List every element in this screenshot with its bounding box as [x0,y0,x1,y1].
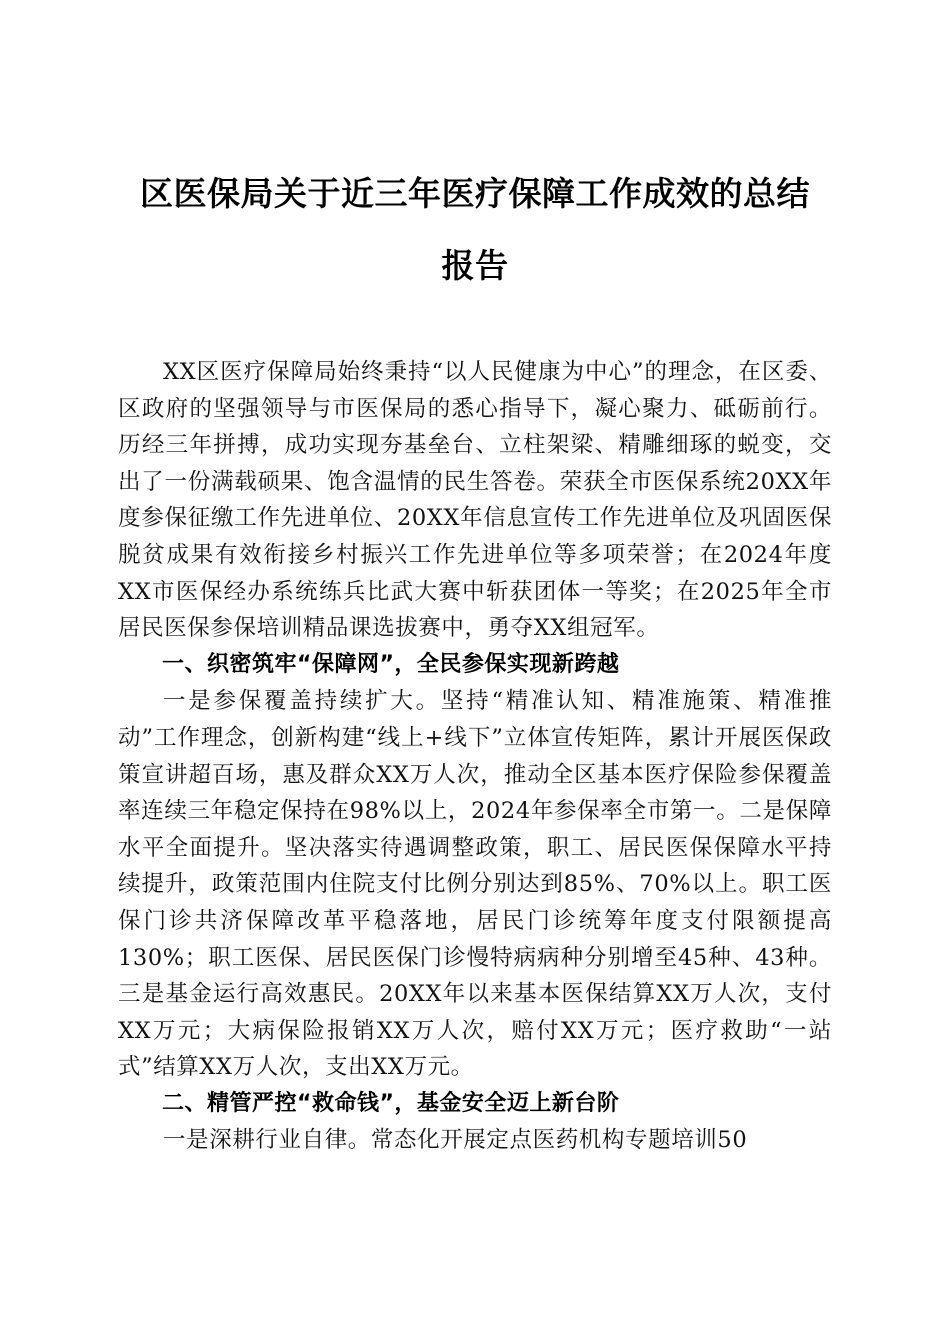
document-body [118,354,832,1159]
document-title [118,168,832,292]
section-2-heading: 二、精管严控“救命钱”，基金安全迈上新台阶 [162,1090,620,1116]
section-1-paragraph: 一是参保覆盖持续扩大。坚持“精准认知、精准施策、精准推动”工作理念，创新构建“线上+线下”立体宣传矩阵，累计开展医保政策宣讲超百场，惠及群众XX万人次，推动全区基本医疗保险参保覆盖率连续三年稳定保持在98%以上，2024年参保率全市第一。二是保障水平全面提升。坚决落实待遇调整政策，职工、居民医保保障水平持续提升，政策范围内住院支付比例分别达到85%、70%以上。职工医保门诊共济保障改革平稳落地，居民门诊统筹年度支付限额提高130%；职工医保、居民医保门诊慢特病病种分别增至45种、43种。三是基金运行高效惠民。20XX年以来基本医保结算XX万人次，支付XX万元；大病保险报销XX万人次，赔付XX万元；医疗救助“一站式”结算XX万人次，支出XX万元。 [118,688,832,1081]
title-line-2: 报告 [441,246,509,285]
section-1-heading: 一、织密筑牢“保障网”，全民参保实现新跨越 [162,651,620,677]
title-line-1: 区医保局关于近三年医疗保障工作成效的总结 [140,174,810,213]
section-2-paragraph: 一是深耕行业自律。常态化开展定点医药机构专题培训50 [163,1127,748,1154]
document-page [118,168,832,1159]
intro-paragraph: XX区医疗保障局始终秉持“以人民健康为中心”的理念，在区委、区政府的坚强领导与市医保局的悉心指导下，凝心聚力、砥砺前行。历经三年拼搏，成功实现夯基垒台、立柱架梁、精雕细琢的蜕变，交出了一份满载硕果、饱含温情的民生答卷。荣获全市医保系统20XX年度参保征缴工作先进单位、20XX年信息宣传工作先进单位及巩固医保脱贫成果有效衔接乡村振兴工作先进单位等多项荣誉；在2024年度XX市医保经办系统练兵比武大赛中斩获团体一等奖；在2025年全市居民医保参保培训精品课选拔赛中，勇夺XX组冠军。 [118,359,832,642]
